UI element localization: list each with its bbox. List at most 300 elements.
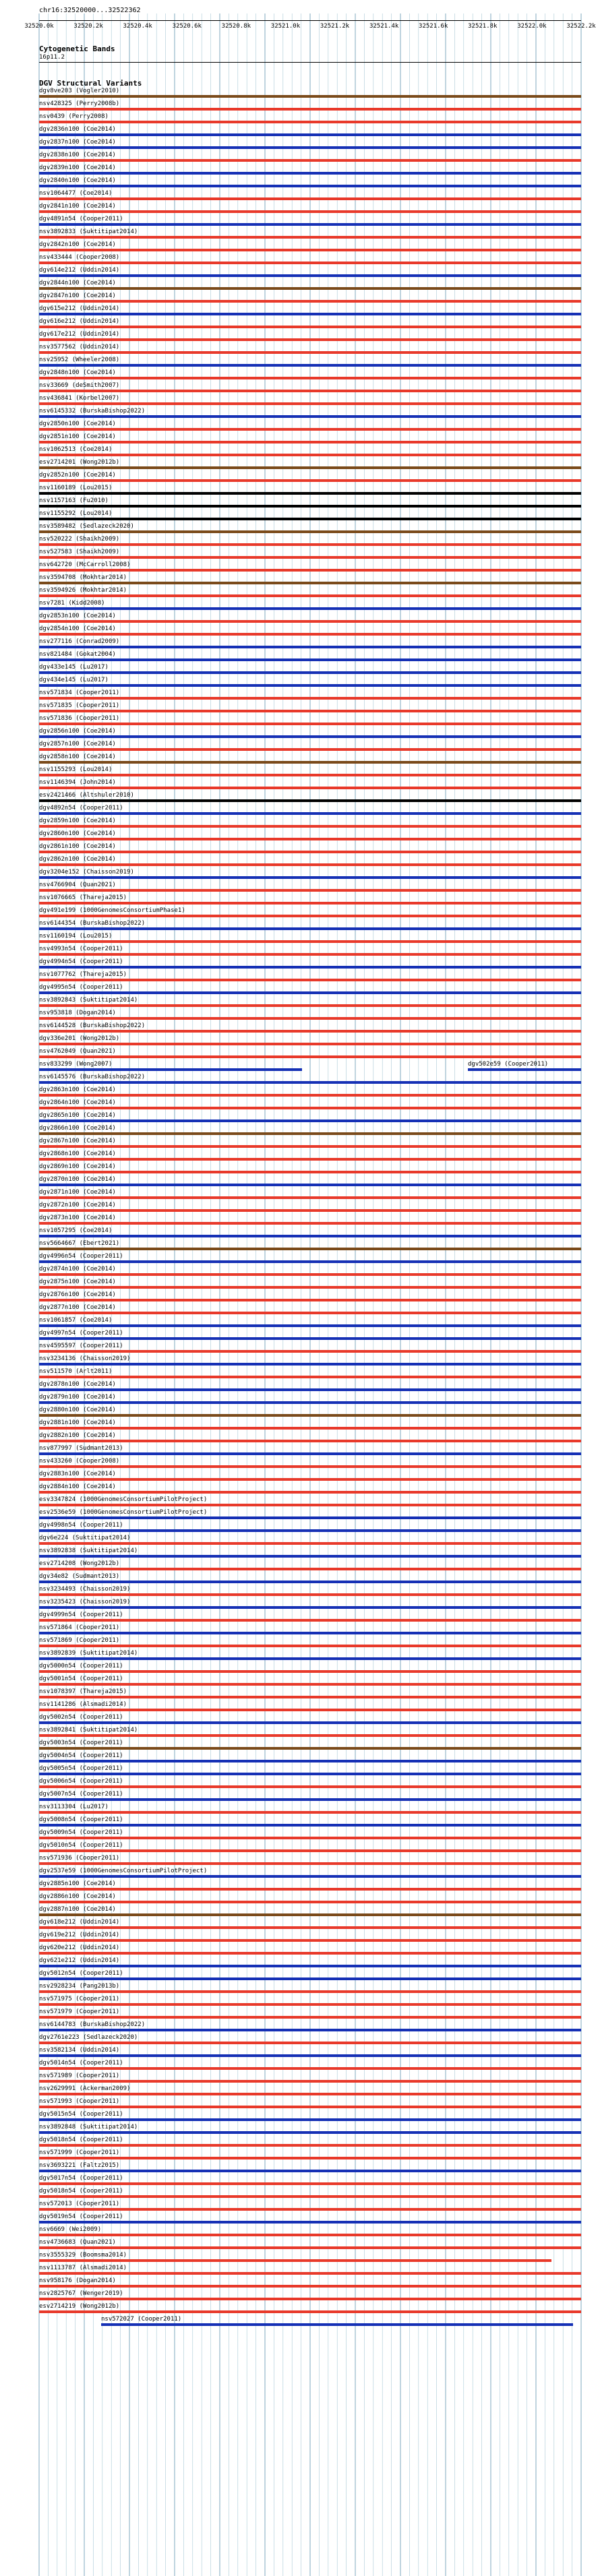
variant-label[interactable]: esv2536e59 (1000GenomesConsortiumPilotProject) bbox=[39, 1509, 208, 1516]
variant-bar[interactable] bbox=[39, 1196, 581, 1199]
variant-label[interactable]: nsv3892838 (Suktitipat2014) bbox=[39, 1547, 138, 1554]
variant-bar[interactable] bbox=[39, 2118, 581, 2121]
variant-bar[interactable] bbox=[39, 2298, 581, 2300]
variant-label[interactable]: dgv2842n100 (Coe2014) bbox=[39, 241, 116, 248]
variant-bar[interactable] bbox=[39, 402, 581, 405]
variant-bar[interactable] bbox=[39, 2067, 581, 2070]
variant-bar[interactable] bbox=[39, 1709, 581, 1711]
variant-label[interactable]: nsv1160194 (Lou2015) bbox=[39, 933, 113, 940]
variant-label[interactable]: nsv6669 (Wei2009) bbox=[39, 2226, 102, 2233]
variant-bar[interactable] bbox=[39, 1478, 581, 1481]
variant-bar[interactable] bbox=[39, 2054, 581, 2057]
variant-label[interactable]: nsv1077762 (Thareja2015) bbox=[39, 971, 127, 978]
variant-label[interactable]: dgv2875n100 (Coe2014) bbox=[39, 1279, 116, 1285]
variant-label[interactable]: dgv5018n54 (Cooper2011) bbox=[39, 2137, 123, 2143]
variant-label[interactable]: nsv642720 (McCarroll2008) bbox=[39, 561, 131, 568]
variant-bar[interactable] bbox=[101, 2323, 573, 2326]
variant-bar[interactable] bbox=[39, 1747, 581, 1750]
variant-label[interactable]: nsv571979 (Cooper2011) bbox=[39, 2008, 120, 2015]
variant-label[interactable]: dgv2761e223 (Sedlazeck2020) bbox=[39, 2034, 138, 2041]
variant-bar[interactable] bbox=[39, 1337, 581, 1340]
variant-label[interactable]: dgv434e145 (Lu2017) bbox=[39, 677, 109, 683]
variant-label[interactable]: nsv571864 (Cooper2011) bbox=[39, 1624, 120, 1631]
variant-label[interactable]: dgv5008n54 (Cooper2011) bbox=[39, 1816, 123, 1823]
variant-bar[interactable] bbox=[39, 530, 581, 533]
variant-bar[interactable] bbox=[39, 172, 581, 175]
variant-bar[interactable] bbox=[39, 1824, 581, 1827]
variant-bar[interactable] bbox=[39, 1491, 581, 1494]
variant-bar[interactable] bbox=[39, 1273, 581, 1276]
variant-label[interactable]: dgv502e59 (Cooper2011) bbox=[468, 1061, 549, 1068]
variant-label[interactable]: nsv433260 (Cooper2008) bbox=[39, 1458, 120, 1465]
variant-bar[interactable] bbox=[39, 799, 581, 802]
variant-label[interactable]: dgv336e201 (Wong2012b) bbox=[39, 1035, 120, 1042]
variant-bar[interactable] bbox=[39, 1516, 581, 1519]
variant-label[interactable]: dgv621e212 (Uddin2014) bbox=[39, 1957, 120, 1964]
variant-bar[interactable] bbox=[39, 313, 581, 315]
variant-bar[interactable] bbox=[39, 2208, 581, 2211]
variant-bar[interactable] bbox=[39, 1683, 581, 1686]
variant-bar[interactable] bbox=[39, 390, 581, 392]
variant-label[interactable]: nsv6144528 (BurskaBishop2022) bbox=[39, 1022, 146, 1029]
variant-bar[interactable] bbox=[39, 2221, 581, 2224]
variant-bar[interactable] bbox=[39, 1107, 581, 1109]
variant-label[interactable]: dgv2839n100 (Coe2014) bbox=[39, 164, 116, 171]
variant-bar[interactable] bbox=[39, 197, 581, 200]
variant-label[interactable]: nsv2928234 (Pang2013b) bbox=[39, 1983, 120, 1990]
variant-label[interactable]: nsv428325 (Perry2008b) bbox=[39, 100, 120, 107]
variant-label[interactable]: nsv436841 (Korbel2007) bbox=[39, 395, 120, 402]
variant-bar[interactable] bbox=[39, 953, 581, 956]
variant-bar[interactable] bbox=[39, 735, 581, 738]
variant-bar[interactable] bbox=[39, 441, 581, 443]
variant-bar[interactable] bbox=[39, 2131, 581, 2134]
variant-bar[interactable] bbox=[39, 2003, 581, 2006]
variant-bar[interactable] bbox=[39, 479, 581, 482]
variant-label[interactable]: dgv2886n100 (Coe2014) bbox=[39, 1893, 116, 1900]
variant-label[interactable]: dgv5019n54 (Cooper2011) bbox=[39, 2213, 123, 2220]
variant-label[interactable]: nsv1155293 (Lou2014) bbox=[39, 766, 113, 773]
variant-label[interactable]: dgv2854n100 (Coe2014) bbox=[39, 625, 116, 632]
variant-label[interactable]: nsv1141286 (Alsmadi2014) bbox=[39, 1701, 127, 1708]
variant-label[interactable]: nsv2629991 (Ackerman2009) bbox=[39, 2085, 131, 2092]
variant-label[interactable]: dgv2840n100 (Coe2014) bbox=[39, 177, 116, 184]
variant-label[interactable]: dgv5010n54 (Cooper2011) bbox=[39, 1842, 123, 1849]
variant-bar[interactable] bbox=[39, 2042, 581, 2044]
variant-bar[interactable] bbox=[39, 1952, 581, 1955]
variant-label[interactable]: dgv5006n54 (Cooper2011) bbox=[39, 1778, 123, 1785]
variant-label[interactable]: esv2714219 (Wong2012b) bbox=[39, 2303, 120, 2310]
variant-bar[interactable] bbox=[39, 1465, 581, 1468]
variant-bar[interactable] bbox=[39, 1171, 581, 1173]
variant-label[interactable]: dgv2884n100 (Coe2014) bbox=[39, 1483, 116, 1490]
variant-bar[interactable] bbox=[39, 1440, 581, 1442]
variant-label[interactable]: nsv3589482 (Sedlazeck2020) bbox=[39, 523, 134, 530]
variant-bar[interactable] bbox=[39, 133, 581, 136]
variant-label[interactable]: dgv2852n100 (Coe2014) bbox=[39, 472, 116, 479]
variant-label[interactable]: dgv5018n54 (Cooper2011) bbox=[39, 2188, 123, 2195]
variant-bar[interactable] bbox=[39, 146, 581, 149]
variant-label[interactable]: dgv5015n54 (Cooper2011) bbox=[39, 2111, 123, 2118]
variant-label[interactable]: esv2714201 (Wong2012b) bbox=[39, 459, 120, 466]
variant-label[interactable]: nsv433444 (Cooper2008) bbox=[39, 254, 120, 261]
variant-bar[interactable] bbox=[39, 838, 581, 840]
variant-label[interactable]: nsv7281 (Kidd2008) bbox=[39, 600, 105, 607]
variant-label[interactable]: dgv4998n54 (Cooper2011) bbox=[39, 1522, 123, 1529]
variant-label[interactable]: dgv5014n54 (Cooper2011) bbox=[39, 2060, 123, 2066]
variant-bar[interactable] bbox=[39, 1977, 581, 1980]
variant-bar[interactable] bbox=[39, 2234, 581, 2236]
variant-label[interactable]: dgv2537e59 (1000GenomesConsortiumPilotProject) bbox=[39, 1868, 208, 1874]
variant-bar[interactable] bbox=[39, 1043, 581, 1045]
variant-bar[interactable] bbox=[39, 851, 581, 853]
variant-label[interactable]: dgv4891n54 (Cooper2011) bbox=[39, 216, 123, 222]
variant-bar[interactable] bbox=[39, 236, 581, 239]
variant-label[interactable]: nsv958176 (Dogan2014) bbox=[39, 2277, 116, 2284]
variant-bar[interactable] bbox=[39, 1209, 581, 1212]
variant-bar[interactable] bbox=[39, 1849, 581, 1852]
variant-bar[interactable] bbox=[39, 1452, 581, 1455]
variant-bar[interactable] bbox=[39, 1913, 581, 1916]
variant-label[interactable]: nsv1146394 (John2014) bbox=[39, 779, 116, 786]
variant-bar[interactable] bbox=[39, 377, 581, 379]
variant-bar[interactable] bbox=[39, 1837, 581, 1839]
variant-bar[interactable] bbox=[39, 594, 581, 597]
variant-label[interactable]: dgv2857n100 (Coe2014) bbox=[39, 741, 116, 747]
variant-bar[interactable] bbox=[39, 1555, 581, 1558]
variant-bar[interactable] bbox=[39, 1888, 581, 1891]
variant-bar[interactable] bbox=[39, 697, 581, 700]
variant-bar[interactable] bbox=[39, 1593, 581, 1596]
variant-label[interactable]: esv3347824 (1000GenomesConsortiumPilotProject) bbox=[39, 1496, 208, 1503]
variant-label[interactable]: nsv6144783 (BurskaBishop2022) bbox=[39, 2021, 146, 2028]
variant-bar[interactable] bbox=[39, 825, 581, 828]
variant-label[interactable]: dgv2863n100 (Coe2014) bbox=[39, 1086, 116, 1093]
variant-bar[interactable] bbox=[39, 1235, 581, 1237]
variant-bar[interactable] bbox=[39, 1645, 581, 1647]
variant-bar[interactable] bbox=[39, 2029, 581, 2031]
variant-bar[interactable] bbox=[39, 1721, 581, 1724]
variant-label[interactable]: nsv572013 (Cooper2011) bbox=[39, 2201, 120, 2207]
variant-label[interactable]: dgv5007n54 (Cooper2011) bbox=[39, 1791, 123, 1798]
variant-bar[interactable] bbox=[39, 812, 581, 815]
variant-bar[interactable] bbox=[39, 287, 581, 290]
variant-label[interactable]: nsv1155292 (Lou2014) bbox=[39, 510, 113, 517]
variant-label[interactable]: dgv3204e152 (Chaisson2019) bbox=[39, 869, 134, 876]
variant-label[interactable]: dgv433e145 (Lu2017) bbox=[39, 664, 109, 671]
variant-bar[interactable] bbox=[39, 1581, 581, 1583]
variant-bar[interactable] bbox=[39, 1939, 581, 1942]
variant-label[interactable]: dgv2850n100 (Coe2014) bbox=[39, 421, 116, 427]
variant-bar[interactable] bbox=[39, 1222, 581, 1225]
variant-bar[interactable] bbox=[39, 646, 581, 648]
variant-bar[interactable] bbox=[39, 326, 581, 328]
variant-bar[interactable] bbox=[39, 2157, 581, 2159]
variant-label[interactable]: nsv0439 (Perry2008) bbox=[39, 113, 109, 120]
variant-label[interactable]: nsv527583 (Shaikh2009) bbox=[39, 549, 120, 555]
variant-bar[interactable] bbox=[39, 2144, 581, 2147]
variant-label[interactable]: dgv5001n54 (Cooper2011) bbox=[39, 1676, 123, 1682]
variant-label[interactable]: dgv616e212 (Uddin2014) bbox=[39, 318, 120, 325]
variant-bar[interactable] bbox=[39, 1363, 581, 1366]
variant-bar[interactable] bbox=[39, 1619, 581, 1622]
variant-bar[interactable] bbox=[39, 543, 581, 546]
variant-bar[interactable] bbox=[39, 1670, 581, 1673]
variant-bar[interactable] bbox=[39, 1773, 581, 1775]
variant-label[interactable]: dgv5012n54 (Cooper2011) bbox=[39, 1970, 123, 1977]
variant-label[interactable]: dgv2864n100 (Coe2014) bbox=[39, 1099, 116, 1106]
variant-label[interactable]: dgv4999n54 (Cooper2011) bbox=[39, 1612, 123, 1618]
variant-bar[interactable] bbox=[39, 505, 581, 508]
variant-bar[interactable] bbox=[39, 1785, 581, 1788]
variant-label[interactable]: nsv571869 (Cooper2011) bbox=[39, 1637, 120, 1644]
variant-label[interactable]: dgv4997n54 (Cooper2011) bbox=[39, 1330, 123, 1337]
variant-label[interactable]: nsv4595597 (Cooper2011) bbox=[39, 1343, 123, 1349]
variant-bar[interactable] bbox=[39, 1632, 581, 1634]
variant-bar[interactable] bbox=[39, 620, 581, 623]
variant-label[interactable]: nsv571834 (Cooper2011) bbox=[39, 689, 120, 696]
variant-label[interactable]: dgv2836n100 (Coe2014) bbox=[39, 126, 116, 133]
variant-bar[interactable] bbox=[39, 1388, 581, 1391]
variant-bar[interactable] bbox=[39, 658, 581, 661]
variant-label[interactable]: nsv1064477 (Coe2014) bbox=[39, 190, 113, 197]
variant-bar[interactable] bbox=[39, 262, 581, 264]
variant-label[interactable]: nsv3234136 (Chaisson2019) bbox=[39, 1355, 131, 1362]
variant-label[interactable]: dgv6e224 (Suktitipat2014) bbox=[39, 1535, 131, 1541]
variant-label[interactable]: dgv2883n100 (Coe2014) bbox=[39, 1471, 116, 1477]
variant-bar[interactable] bbox=[39, 1606, 581, 1609]
variant-label[interactable]: dgv2879n100 (Coe2014) bbox=[39, 1394, 116, 1401]
variant-label[interactable]: dgv2858n100 (Coe2014) bbox=[39, 754, 116, 760]
variant-label[interactable]: nsv5664667 (Ebert2021) bbox=[39, 1240, 120, 1247]
variant-label[interactable]: dgv2853n100 (Coe2014) bbox=[39, 613, 116, 619]
variant-label[interactable]: dgv2867n100 (Coe2014) bbox=[39, 1138, 116, 1144]
variant-label[interactable]: dgv614e212 (Uddin2014) bbox=[39, 267, 120, 274]
variant-label[interactable]: dgv2861n100 (Coe2014) bbox=[39, 843, 116, 850]
variant-bar[interactable] bbox=[39, 966, 581, 969]
variant-label[interactable]: dgv5017n54 (Cooper2011) bbox=[39, 2175, 123, 2182]
variant-label[interactable]: dgv5005n54 (Cooper2011) bbox=[39, 1765, 123, 1772]
variant-label[interactable]: dgv2856n100 (Coe2014) bbox=[39, 728, 116, 735]
variant-label[interactable]: dgv615e212 (Uddin2014) bbox=[39, 305, 120, 312]
variant-bar[interactable] bbox=[468, 1068, 581, 1071]
variant-bar[interactable] bbox=[39, 1286, 581, 1289]
variant-label[interactable]: dgv2837n100 (Coe2014) bbox=[39, 139, 116, 146]
variant-label[interactable]: nsv571975 (Cooper2011) bbox=[39, 1996, 120, 2002]
variant-label[interactable]: dgv2869n100 (Coe2014) bbox=[39, 1163, 116, 1170]
variant-bar[interactable] bbox=[39, 876, 581, 879]
variant-bar[interactable] bbox=[39, 1004, 581, 1007]
variant-bar[interactable] bbox=[39, 274, 581, 277]
variant-label[interactable]: dgv4996n54 (Cooper2011) bbox=[39, 1253, 123, 1260]
variant-label[interactable]: nsv2825767 (Wenger2019) bbox=[39, 2290, 123, 2297]
variant-label[interactable]: dgv5003n54 (Cooper2011) bbox=[39, 1740, 123, 1746]
variant-label[interactable]: nsv6145332 (BurskaBishop2022) bbox=[39, 408, 146, 415]
variant-label[interactable]: dgv2876n100 (Coe2014) bbox=[39, 1291, 116, 1298]
variant-bar[interactable] bbox=[39, 633, 581, 636]
variant-bar[interactable] bbox=[39, 1504, 581, 1506]
variant-bar[interactable] bbox=[39, 121, 581, 123]
variant-bar[interactable] bbox=[39, 684, 581, 687]
variant-label[interactable]: dgv5000n54 (Cooper2011) bbox=[39, 1663, 123, 1669]
variant-label[interactable]: nsv1113787 (Alsmadi2014) bbox=[39, 2265, 127, 2271]
variant-label[interactable]: dgv2885n100 (Coe2014) bbox=[39, 1880, 116, 1887]
variant-label[interactable]: esv2421466 (Altshuler2010) bbox=[39, 792, 134, 799]
variant-bar[interactable] bbox=[39, 300, 581, 303]
variant-bar[interactable] bbox=[39, 889, 581, 892]
variant-label[interactable]: nsv572027 (Cooper2011) bbox=[101, 2316, 182, 2323]
variant-label[interactable]: dgv2872n100 (Coe2014) bbox=[39, 1202, 116, 1208]
variant-label[interactable]: nsv520222 (Shaikh2009) bbox=[39, 536, 120, 543]
variant-bar[interactable] bbox=[39, 940, 581, 943]
variant-bar[interactable] bbox=[39, 1862, 581, 1865]
variant-label[interactable]: dgv2859n100 (Coe2014) bbox=[39, 818, 116, 824]
variant-bar[interactable] bbox=[39, 991, 581, 994]
variant-label[interactable]: dgv5002n54 (Cooper2011) bbox=[39, 1714, 123, 1721]
variant-label[interactable]: nsv1062513 (Coe2014) bbox=[39, 446, 113, 453]
variant-label[interactable]: dgv2871n100 (Coe2014) bbox=[39, 1189, 116, 1196]
variant-bar[interactable] bbox=[39, 95, 581, 98]
variant-label[interactable]: nsv3892841 (Suktitipat2014) bbox=[39, 1727, 138, 1734]
variant-label[interactable]: dgv2877n100 (Coe2014) bbox=[39, 1304, 116, 1311]
variant-label[interactable]: esv2714208 (Wong2012b) bbox=[39, 1560, 120, 1567]
variant-label[interactable]: dgv4995n54 (Cooper2011) bbox=[39, 984, 123, 991]
variant-label[interactable]: nsv571836 (Cooper2011) bbox=[39, 715, 120, 722]
variant-bar[interactable] bbox=[39, 428, 581, 431]
variant-label[interactable]: nsv33669 (deSmith2007) bbox=[39, 382, 120, 389]
variant-label[interactable]: nsv3235423 (Chaisson2019) bbox=[39, 1599, 131, 1605]
variant-bar[interactable] bbox=[39, 2259, 551, 2262]
variant-bar[interactable] bbox=[39, 364, 581, 367]
variant-bar[interactable] bbox=[39, 1901, 581, 1903]
variant-bar[interactable] bbox=[39, 1094, 581, 1097]
variant-bar[interactable] bbox=[39, 1350, 581, 1353]
variant-bar[interactable] bbox=[39, 774, 581, 776]
variant-bar[interactable] bbox=[39, 1875, 581, 1878]
variant-bar[interactable] bbox=[39, 1081, 581, 1084]
variant-label[interactable]: nsv6144354 (BurskaBishop2022) bbox=[39, 920, 146, 927]
variant-label[interactable]: nsv4766904 (Quan2021) bbox=[39, 882, 116, 888]
variant-label[interactable]: nsv1078397 (Thareja2015) bbox=[39, 1688, 127, 1695]
position-ruler[interactable] bbox=[0, 13, 600, 30]
variant-label[interactable]: dgv2844n100 (Coe2014) bbox=[39, 280, 116, 286]
variant-bar[interactable] bbox=[39, 1414, 581, 1417]
variant-bar[interactable] bbox=[39, 518, 581, 520]
variant-bar[interactable] bbox=[39, 1017, 581, 1020]
variant-label[interactable]: dgv34e82 (Sudmant2013) bbox=[39, 1573, 120, 1580]
variant-bar[interactable] bbox=[39, 108, 581, 111]
variant-label[interactable]: nsv3892833 (Suktitipat2014) bbox=[39, 228, 138, 235]
variant-label[interactable]: nsv3892839 (Suktitipat2014) bbox=[39, 1650, 138, 1657]
variant-bar[interactable] bbox=[39, 569, 581, 572]
variant-label[interactable]: nsv4736683 (Quan2021) bbox=[39, 2239, 116, 2246]
variant-label[interactable]: dgv2874n100 (Coe2014) bbox=[39, 1266, 116, 1272]
variant-label[interactable]: nsv571999 (Cooper2011) bbox=[39, 2149, 120, 2156]
variant-bar[interactable] bbox=[39, 671, 581, 674]
variant-bar[interactable] bbox=[39, 1926, 581, 1929]
variant-bar[interactable] bbox=[39, 1260, 581, 1263]
variant-bar[interactable] bbox=[39, 556, 581, 559]
variant-bar[interactable] bbox=[39, 159, 581, 162]
variant-label[interactable]: dgv2882n100 (Coe2014) bbox=[39, 1432, 116, 1439]
variant-bar[interactable] bbox=[39, 2093, 581, 2095]
variant-label[interactable]: nsv571989 (Cooper2011) bbox=[39, 2073, 120, 2079]
variant-label[interactable]: nsv3693221 (Faltz2015) bbox=[39, 2162, 120, 2169]
variant-bar[interactable] bbox=[39, 1798, 581, 1801]
variant-bar[interactable] bbox=[39, 466, 581, 469]
variant-bar[interactable] bbox=[39, 1055, 581, 1058]
variant-bar[interactable] bbox=[39, 1990, 581, 1993]
variant-label[interactable]: dgv619e212 (Uddin2014) bbox=[39, 1932, 120, 1938]
variant-label[interactable]: dgv2838n100 (Coe2014) bbox=[39, 152, 116, 158]
variant-label[interactable]: nsv877997 (Sudmant2013) bbox=[39, 1445, 123, 1452]
variant-label[interactable]: dgv2868n100 (Coe2014) bbox=[39, 1151, 116, 1157]
variant-label[interactable]: dgv2878n100 (Coe2014) bbox=[39, 1381, 116, 1388]
variant-bar[interactable] bbox=[39, 415, 581, 418]
variant-label[interactable]: nsv4762049 (Quan2021) bbox=[39, 1048, 116, 1055]
variant-label[interactable]: nsv3594708 (Mokhtar2014) bbox=[39, 574, 127, 581]
variant-label[interactable]: dgv2866n100 (Coe2014) bbox=[39, 1125, 116, 1132]
variant-label[interactable]: nsv277116 (Conrad2009) bbox=[39, 638, 120, 645]
variant-label[interactable]: nsv953818 (Dogan2014) bbox=[39, 1010, 116, 1016]
variant-bar[interactable] bbox=[39, 607, 581, 610]
variant-bar[interactable] bbox=[39, 787, 581, 789]
variant-bar[interactable] bbox=[39, 1145, 581, 1148]
variant-label[interactable]: nsv3555329 (Boomsma2014) bbox=[39, 2252, 127, 2259]
variant-bar[interactable] bbox=[39, 1299, 581, 1301]
variant-bar[interactable] bbox=[39, 1734, 581, 1737]
variant-bar[interactable] bbox=[39, 210, 581, 213]
variant-bar[interactable] bbox=[39, 2106, 581, 2108]
variant-bar[interactable] bbox=[39, 1568, 581, 1570]
variant-label[interactable]: nsv3582134 (Uddin2014) bbox=[39, 2047, 120, 2054]
variant-bar[interactable] bbox=[39, 2016, 581, 2019]
variant-label[interactable]: nsv6145576 (BurskaBishop2022) bbox=[39, 1074, 146, 1080]
variant-label[interactable]: nsv3892848 (Suktitipat2014) bbox=[39, 2124, 138, 2130]
variant-bar[interactable] bbox=[39, 1120, 581, 1122]
variant-label[interactable]: dgv8ve203 (Vogler2010) bbox=[39, 88, 120, 94]
variant-label[interactable]: nsv1061857 (Coe2014) bbox=[39, 1317, 113, 1324]
variant-label[interactable]: nsv511570 (Arlt2011) bbox=[39, 1368, 113, 1375]
variant-label[interactable]: dgv2873n100 (Coe2014) bbox=[39, 1215, 116, 1221]
variant-bar[interactable] bbox=[39, 1132, 581, 1135]
variant-label[interactable]: dgv491e199 (1000GenomesConsortiumPhase1) bbox=[39, 907, 185, 914]
variant-label[interactable]: dgv2860n100 (Coe2014) bbox=[39, 830, 116, 837]
variant-bar[interactable] bbox=[39, 761, 581, 764]
variant-bar[interactable] bbox=[39, 223, 581, 226]
variant-label[interactable]: dgv2881n100 (Coe2014) bbox=[39, 1419, 116, 1426]
variant-label[interactable]: dgv4994n54 (Cooper2011) bbox=[39, 958, 123, 965]
variant-label[interactable]: nsv571993 (Cooper2011) bbox=[39, 2098, 120, 2105]
variant-bar[interactable] bbox=[39, 2195, 581, 2198]
variant-label[interactable]: dgv2865n100 (Coe2014) bbox=[39, 1112, 116, 1119]
variant-label[interactable]: dgv2880n100 (Coe2014) bbox=[39, 1407, 116, 1413]
variant-bar[interactable] bbox=[39, 902, 581, 904]
variant-label[interactable]: nsv1160189 (Lou2015) bbox=[39, 485, 113, 491]
variant-bar[interactable] bbox=[39, 2272, 581, 2275]
variant-label[interactable]: dgv2870n100 (Coe2014) bbox=[39, 1176, 116, 1183]
variant-bar[interactable] bbox=[39, 1657, 581, 1660]
variant-label[interactable]: nsv3892843 (Suktitipat2014) bbox=[39, 997, 138, 1004]
variant-bar[interactable] bbox=[39, 582, 581, 584]
variant-label[interactable]: nsv1057295 (Coe2014) bbox=[39, 1227, 113, 1234]
variant-bar[interactable] bbox=[39, 927, 581, 930]
variant-bar[interactable] bbox=[39, 1401, 581, 1404]
variant-label[interactable]: nsv4993n54 (Cooper2011) bbox=[39, 946, 123, 952]
variant-bar[interactable] bbox=[39, 492, 581, 495]
variant-bar[interactable] bbox=[39, 723, 581, 725]
variant-label[interactable]: dgv2887n100 (Coe2014) bbox=[39, 1906, 116, 1913]
